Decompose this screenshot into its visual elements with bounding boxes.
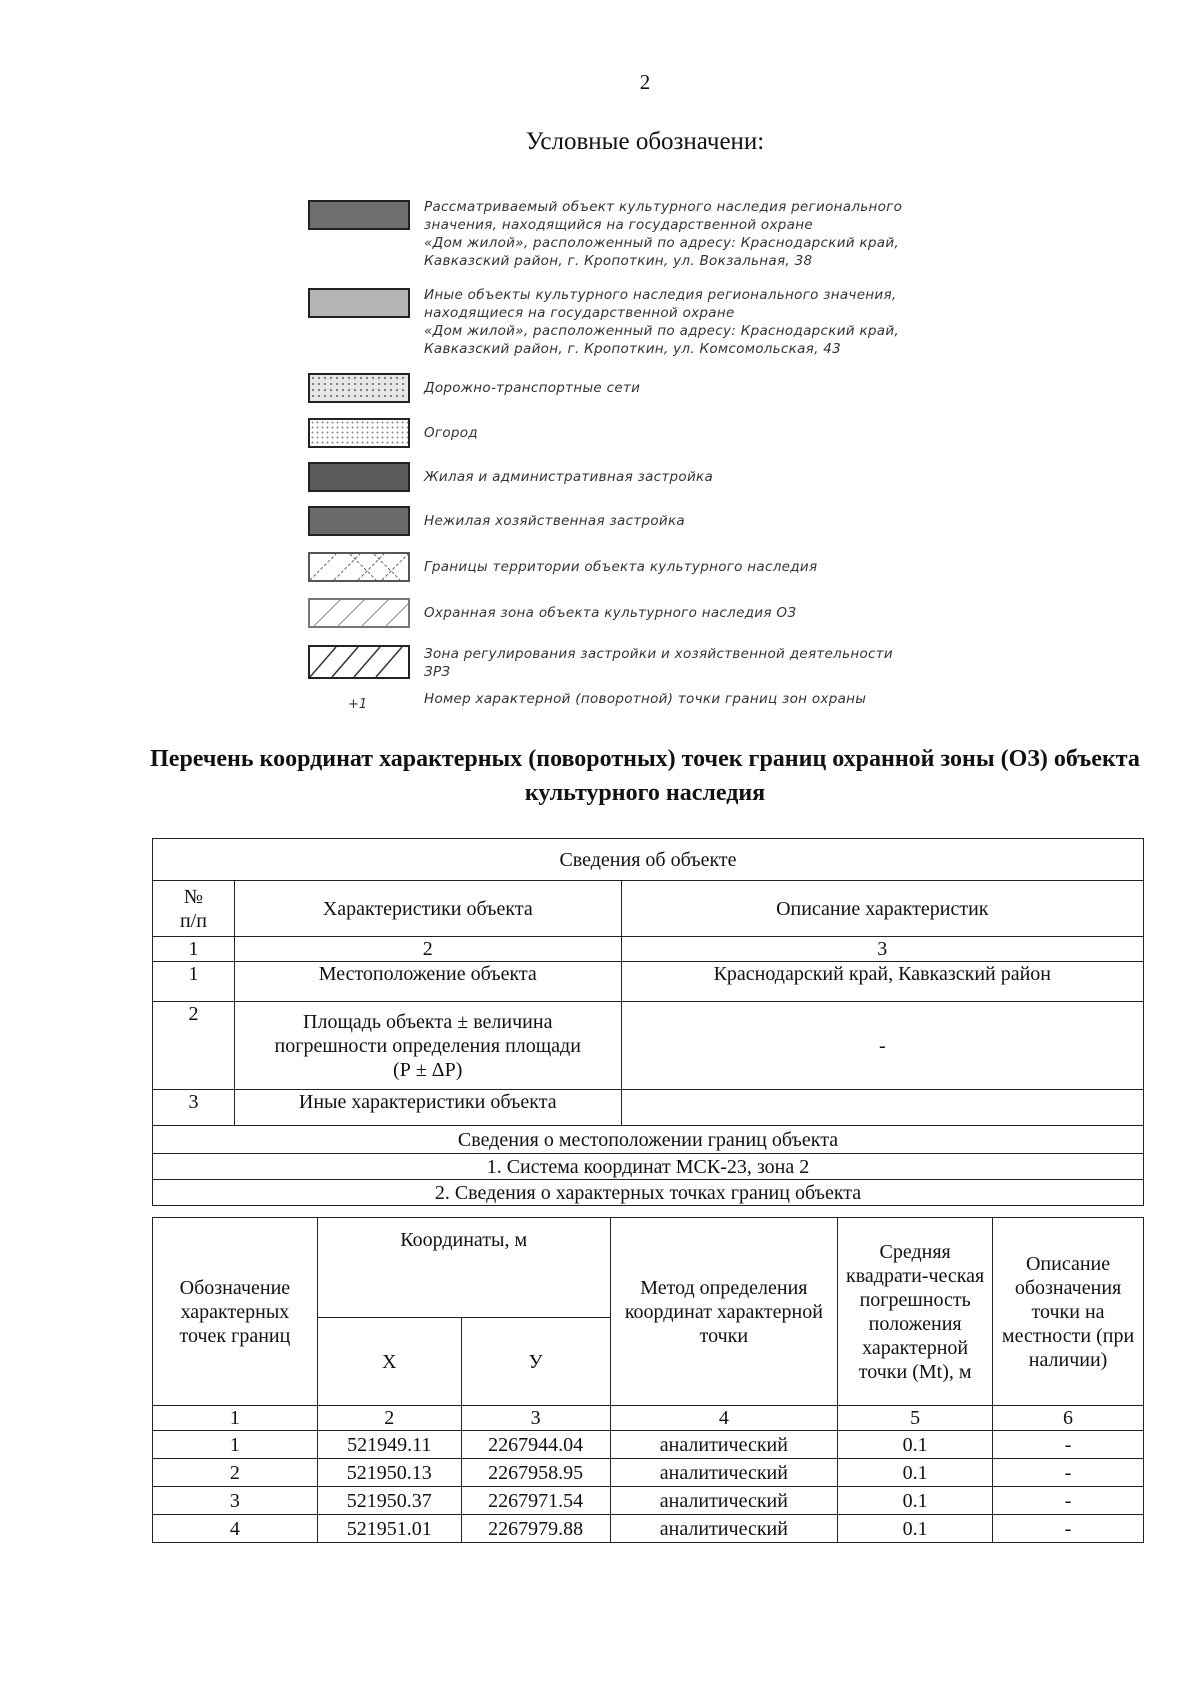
legend-swatch-dotted: [308, 418, 410, 448]
cell-point: 3: [153, 1487, 318, 1515]
cell-error: 0.1: [838, 1515, 993, 1543]
col-header-point: Обозначение характерных точек границ: [153, 1218, 318, 1406]
cell-y: 2267958.95: [461, 1459, 610, 1487]
cell-description: -: [993, 1459, 1144, 1487]
table-row: [153, 1487, 1144, 1515]
legend-text: Границы территории объекта культурного наследия: [424, 559, 818, 575]
col-header-point-description: Описание обозначения точки на местности (при наличии): [993, 1218, 1144, 1406]
cell-x: 521950.37: [317, 1487, 461, 1515]
cross-hatch-pattern: [310, 554, 408, 580]
index-cell: 6: [993, 1406, 1144, 1431]
index-cell: 5: [838, 1406, 993, 1431]
cell-description: -: [993, 1431, 1144, 1459]
row-description: Краснодарский край, Кавказский район: [621, 962, 1143, 1002]
table-row: [153, 1515, 1144, 1543]
table-row: [153, 1459, 1144, 1487]
cell-method: аналитический: [610, 1487, 838, 1515]
col-header-method: Метод определения координат характерной точки: [610, 1218, 838, 1406]
point-marker: +1: [348, 697, 368, 712]
row-description: [621, 1090, 1143, 1126]
row-number: 3: [153, 1090, 235, 1126]
cell-error: 0.1: [838, 1431, 993, 1459]
object-info-table: [152, 838, 1144, 1206]
col-header-number: № п/п: [153, 881, 235, 937]
legend-text: Дорожно-транспортные сети: [424, 380, 641, 396]
table-row: [153, 1431, 1144, 1459]
legend-swatch-diagonal-light: [308, 598, 410, 628]
col-header-coordinates: Координаты, м: [317, 1218, 610, 1318]
index-cell: 3: [461, 1406, 610, 1431]
legend-text: Иные объекты культурного наследия регионального значения, находящиеся на государственной охране «Дом жилой», расположенный по адресу: Краснодарский край, Кавказский район, г. Кропоткин, ул. Комсомольская, 43: [424, 287, 900, 357]
cell-error: 0.1: [838, 1487, 993, 1515]
legend-title: Условные обозначени:: [525, 128, 765, 155]
cell-x: 521951.01: [317, 1515, 461, 1543]
document-heading: Перечень координат характерных (поворотных) точек границ охранной зоны (ОЗ) объекта культурного наследия: [150, 746, 1140, 806]
table-title: Сведения об объекте: [153, 839, 1144, 881]
cell-error: 0.1: [838, 1459, 993, 1487]
points-table: [152, 1217, 1144, 1543]
table-row: [153, 1090, 1144, 1126]
cell-description: -: [993, 1515, 1144, 1543]
legend-text: Номер характерной (поворотной) точки границ зон охраны: [424, 691, 867, 707]
index-cell: 3: [621, 937, 1143, 962]
cell-point: 1: [153, 1431, 318, 1459]
table-row: [153, 962, 1144, 1002]
col-header-description: Описание характеристик: [621, 881, 1143, 937]
legend-swatch-diagonal-dark: [308, 645, 410, 679]
cell-description: -: [993, 1487, 1144, 1515]
legend-text: Зона регулирования застройки и хозяйственной деятельности ЗРЗ: [424, 646, 893, 680]
legend-swatch-dark: [308, 462, 410, 492]
index-cell: 2: [234, 937, 621, 962]
cell-method: аналитический: [610, 1515, 838, 1543]
col-header-y: У: [461, 1318, 610, 1406]
row-description: -: [621, 1002, 1143, 1090]
cell-point: 2: [153, 1459, 318, 1487]
col-header-error: Средняя квадрати-ческая погрешность положения характерной точки (Mt), м: [838, 1218, 993, 1406]
legend-swatch-speckled: [308, 373, 410, 403]
cell-method: аналитический: [610, 1431, 838, 1459]
cell-point: 4: [153, 1515, 318, 1543]
diagonal-hatch-pattern: [310, 600, 408, 626]
index-cell: 4: [610, 1406, 838, 1431]
legend-swatch-medium-dark: [308, 506, 410, 536]
legend-text: Жилая и административная застройка: [424, 469, 714, 485]
legend-text: Огород: [424, 425, 478, 441]
index-cell: 1: [153, 1406, 318, 1431]
legend-swatch-light-gray: [308, 288, 410, 318]
table-row: [153, 1002, 1144, 1090]
legend-swatch-cross-hatch: [308, 552, 410, 582]
index-cell: 1: [153, 937, 235, 962]
row-number: 1: [153, 962, 235, 1002]
row-characteristic: Иные характеристики объекта: [234, 1090, 621, 1126]
cell-y: 2267971.54: [461, 1487, 610, 1515]
col-header-x: Х: [317, 1318, 461, 1406]
cell-y: 2267979.88: [461, 1515, 610, 1543]
row-characteristic: Площадь объекта ± величина погрешности определения площади (Р ± ΔР): [234, 1002, 621, 1090]
section-location-title: Сведения о местоположении границ объекта: [153, 1126, 1144, 1154]
diagonal-hatch-pattern: [310, 647, 408, 677]
cell-y: 2267944.04: [461, 1431, 610, 1459]
legend-text: Рассматриваемый объект культурного наследия регионального значения, находящийся на государственной охране «Дом жилой», расположенный по адресу: Краснодарский край, Кавказский район, г. Кропоткин, ул. Вокзальная, 38: [424, 199, 903, 269]
page-number: 2: [639, 70, 651, 94]
col-header-characteristics: Характеристики объекта: [234, 881, 621, 937]
row-number: 2: [153, 1002, 235, 1090]
section-coord-system: 1. Система координат МСК-23, зона 2: [153, 1154, 1144, 1180]
legend-text: Охранная зона объекта культурного наследия ОЗ: [424, 605, 797, 621]
row-characteristic: Местоположение объекта: [234, 962, 621, 1002]
cell-x: 521949.11: [317, 1431, 461, 1459]
legend-swatch-dark-gray: [308, 200, 410, 230]
legend-text: Нежилая хозяйственная застройка: [424, 513, 685, 529]
cell-method: аналитический: [610, 1459, 838, 1487]
section-points-title: 2. Сведения о характерных точках границ объекта: [153, 1180, 1144, 1206]
cell-x: 521950.13: [317, 1459, 461, 1487]
index-cell: 2: [317, 1406, 461, 1431]
